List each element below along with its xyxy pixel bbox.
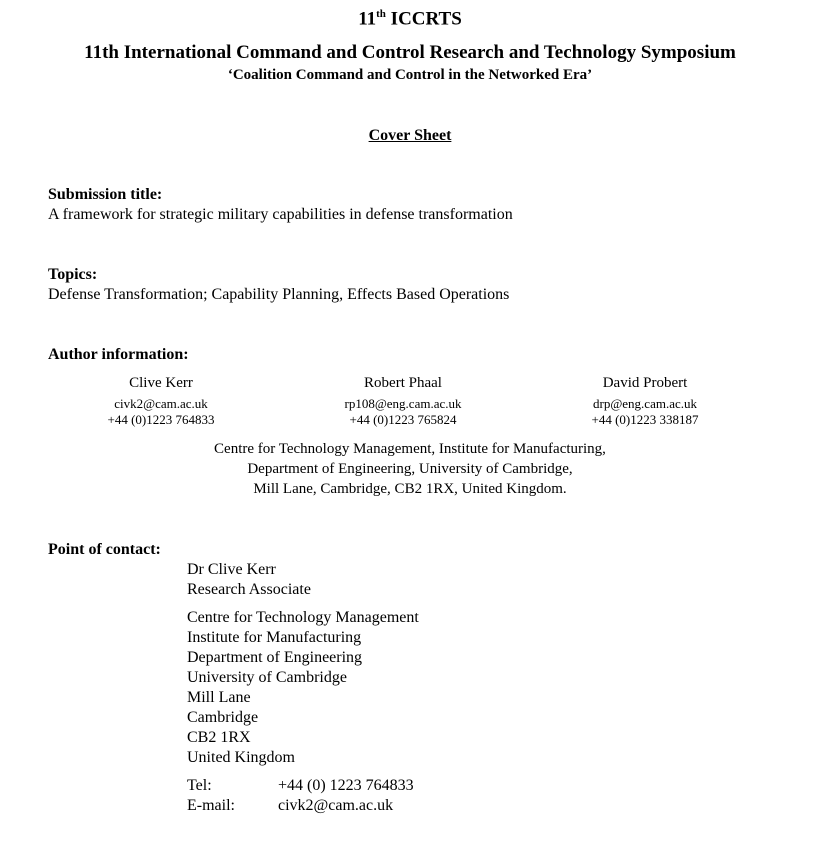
contact-address-line: United Kingdom xyxy=(187,749,295,766)
contact-email-label: E-mail: xyxy=(187,797,235,814)
conference-theme: ‘Coalition Command and Control in the Networked Era’ xyxy=(227,67,593,83)
point-of-contact-label: Point of contact: xyxy=(48,541,161,558)
affiliation-line: Mill Lane, Cambridge, CB2 1RX, United Kingdom. xyxy=(253,481,567,497)
affiliation-line: Centre for Technology Management, Institute for Manufacturing, xyxy=(214,441,606,457)
contact-address-line: Mill Lane xyxy=(187,689,251,706)
contact-address-line: Department of Engineering xyxy=(187,649,363,666)
topics-value: Defense Transformation; Capability Planning, Effects Based Operations xyxy=(48,286,510,303)
author-phone: +44 (0)1223 338187 xyxy=(591,412,699,427)
contact-name: Dr Clive Kerr xyxy=(187,561,276,578)
contact-email-value: civk2@cam.ac.uk xyxy=(278,797,394,814)
author-information-label: Author information: xyxy=(48,346,189,363)
author-phone: +44 (0)1223 765824 xyxy=(349,412,457,427)
author-block xyxy=(545,375,745,428)
affiliation-line: Department of Engineering, University of Cambridge, xyxy=(247,461,573,477)
conference-full-name: 11th International Command and Control Research and Technology Symposium xyxy=(84,42,736,63)
author-email: civk2@cam.ac.uk xyxy=(114,396,208,411)
author-name: Clive Kerr xyxy=(129,375,193,391)
conference-title xyxy=(0,8,820,30)
author-phone: +44 (0)1223 764833 xyxy=(107,412,215,427)
contact-address-line: Institute for Manufacturing xyxy=(187,629,362,646)
author-name: Robert Phaal xyxy=(364,375,442,391)
submission-title-value: A framework for strategic military capabilities in defense transformation xyxy=(48,206,513,223)
conference-number: 11 xyxy=(358,8,377,30)
author-block xyxy=(303,375,503,428)
conference-acronym: ICCRTS xyxy=(390,8,462,30)
contact-address-line: University of Cambridge xyxy=(187,669,347,686)
author-name: David Probert xyxy=(602,375,688,391)
contact-tel-value: +44 (0) 1223 764833 xyxy=(278,777,414,794)
contact-address-line: CB2 1RX xyxy=(187,729,251,746)
contact-role: Research Associate xyxy=(187,581,311,598)
cover-sheet-heading: Cover Sheet xyxy=(368,127,452,144)
submission-title-label: Submission title: xyxy=(48,186,163,203)
author-email: drp@eng.cam.ac.uk xyxy=(592,396,697,411)
conference-number-suffix: th xyxy=(376,8,386,20)
author-block xyxy=(61,375,261,428)
contact-address-line: Cambridge xyxy=(187,709,259,726)
topics-label: Topics: xyxy=(48,266,98,283)
contact-address-line: Centre for Technology Management xyxy=(187,609,419,626)
author-email: rp108@eng.cam.ac.uk xyxy=(344,396,462,411)
contact-tel-label: Tel: xyxy=(187,777,212,794)
